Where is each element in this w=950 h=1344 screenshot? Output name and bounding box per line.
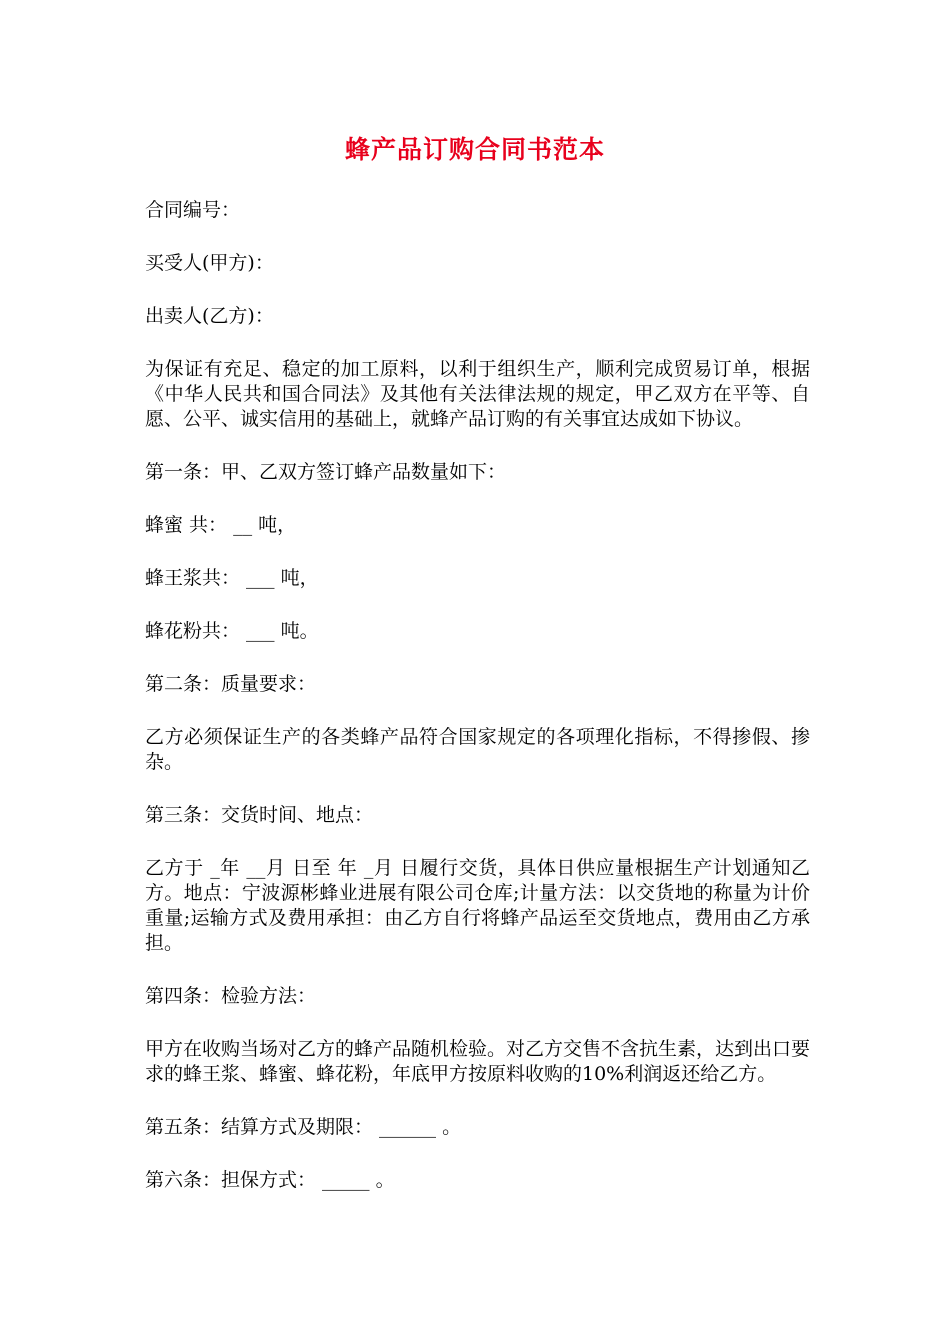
bee-pollen-quantity-line: 蜂花粉共： ___ 吨。 — [145, 620, 319, 642]
honey-quantity-line: 蜂蜜 共： __ 吨， — [145, 514, 297, 536]
document-title: 蜂产品订购合同书范本 — [344, 135, 605, 164]
article-2-heading: 第二条：质量要求： — [145, 673, 317, 695]
article-3-heading: 第三条：交货时间、地点： — [145, 804, 374, 826]
buyer-line: 买受人(甲方)： — [145, 252, 274, 274]
article-3-paragraph: 乙方于 _年 __月 日至 年 _月 日履行交货，具体日供应量根据生产计划通知乙方。地点：宁波源彬蜂业进展有限公司仓库;计量方法：以交货地的称量为计价重量;运输方式及费用承担：由乙方自行将蜂产品运至交货地点，费用由乙方承担。 — [145, 857, 810, 954]
article-5-line: 第五条：结算方式及期限： ______ 。 — [145, 1116, 462, 1138]
document-body — [145, 198, 810, 1221]
contract-number-line: 合同编号： — [145, 199, 241, 221]
article-6-line: 第六条：担保方式： _____ 。 — [145, 1169, 395, 1191]
article-1-heading: 第一条：甲、乙双方签订蜂产品数量如下： — [145, 461, 507, 483]
article-4-paragraph: 甲方在收购当场对乙方的蜂产品随机检验。对乙方交售不含抗生素，达到出口要求的蜂王浆、蜂蜜、蜂花粉，年底甲方按原料收购的10%利润返还给乙方。 — [145, 1038, 811, 1085]
article-2-paragraph: 乙方必须保证生产的各类蜂产品符合国家规定的各项理化指标，不得掺假、掺杂。 — [145, 726, 810, 773]
seller-line: 出卖人(乙方)： — [145, 305, 274, 327]
preamble-paragraph: 为保证有充足、稳定的加工原料，以利于组织生产，顺利完成贸易订单，根据《中华人民共和国合同法》及其他有关法律法规的规定，甲乙双方在平等、自愿、公平、诚实信用的基础上，就蜂产品订购的有关事宜达成如下协议。 — [145, 358, 810, 430]
royal-jelly-quantity-line: 蜂王浆共： ___ 吨， — [145, 567, 319, 589]
article-4-heading: 第四条：检验方法： — [145, 985, 317, 1007]
